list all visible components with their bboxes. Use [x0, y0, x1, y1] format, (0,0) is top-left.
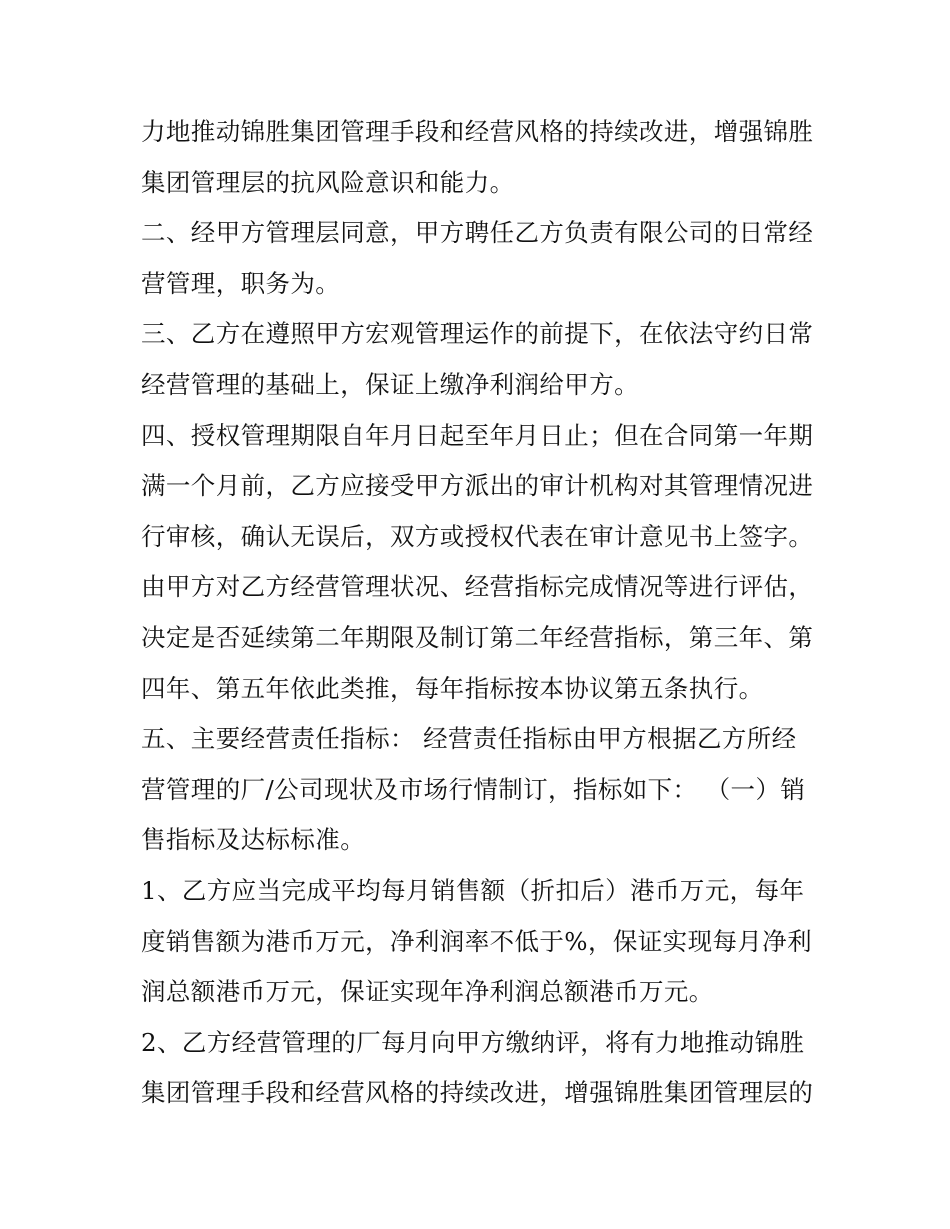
document-body [141, 107, 821, 1119]
text-line: 二、经甲方管理层同意，甲方聘任乙方负责有限公司的日常经 [141, 218, 814, 248]
text-line: 由甲方对乙方经营管理状况、经营指标完成情况等进行评估， [141, 572, 814, 602]
text-line: 力地推动锦胜集团管理手段和经营风格的持续改进，增强锦胜 [141, 117, 814, 146]
text-line: 三、乙方在遵照甲方宏观管理运作的前提下，在依法守约日常 [141, 319, 814, 349]
text-line: 满一个月前，乙方应接受甲方派出的审计机构对其管理情况进 [141, 471, 814, 501]
text-line: 四年、第五年依此类推，每年指标按本协议第五条执行。 [141, 673, 764, 703]
text-line: 润总额港币万元，保证实现年净利润总额港币万元。 [141, 977, 714, 1007]
text-line: 五、主要经营责任指标： 经营责任指标由甲方根据乙方所经 [141, 724, 797, 754]
text-line: 1、乙方应当完成平均每月销售额（折扣后）港币万元，每年 [141, 875, 805, 905]
text-line: 经营管理的基础上，保证上缴净利润给甲方。 [141, 369, 639, 399]
text-line: 决定是否延续第二年期限及制订第二年经营指标，第三年、第 [141, 622, 814, 652]
text-line: 2、乙方经营管理的厂每月向甲方缴纳评，将有力地推动锦胜 [141, 1027, 805, 1057]
text-line: 营管理的厂/公司现状及市场行情制订，指标如下： （一）销 [141, 774, 806, 804]
text-line: 售指标及达标标准。 [141, 825, 366, 855]
text-line: 集团管理手段和经营风格的持续改进，增强锦胜集团管理层的 [141, 1078, 814, 1108]
text-line: 度销售额为港币万元，净利润率不低于%，保证实现每月净利 [141, 926, 813, 956]
text-line: 营管理，职务为。 [141, 268, 341, 298]
text-line: 集团管理层的抗风险意识和能力。 [141, 167, 515, 197]
text-line: 行审核，确认无误后，双方或授权代表在审计意见书上签字。 [141, 521, 814, 551]
text-line: 四、授权管理期限自年月日起至年月日止；但在合同第一年期 [141, 420, 814, 450]
